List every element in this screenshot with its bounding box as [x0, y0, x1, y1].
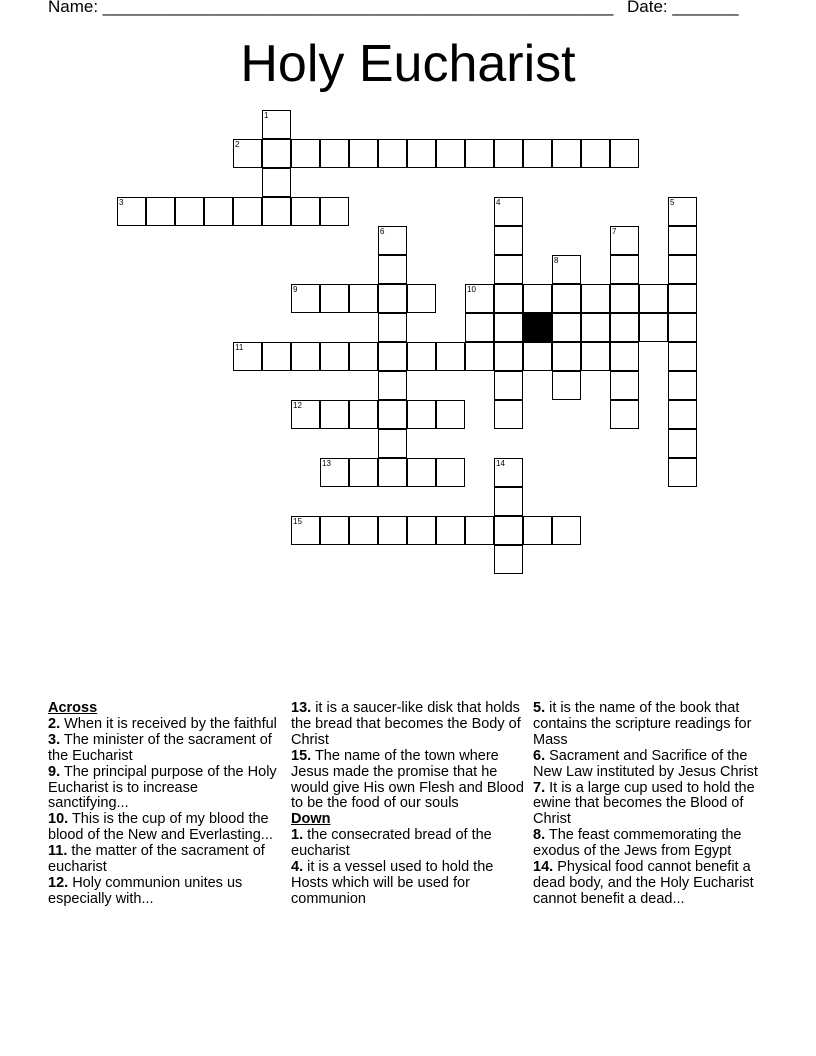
crossword-cell[interactable]: [407, 284, 436, 313]
crossword-cell[interactable]: [552, 342, 581, 371]
cell-number: 2: [235, 140, 240, 149]
crossword-cell[interactable]: [262, 342, 291, 371]
crossword-cell[interactable]: [465, 342, 494, 371]
across-clue-9: 9. The principal purpose of the Holy Eucharist is to increase sanctifying...: [48, 763, 277, 812]
down-heading: Down: [291, 811, 331, 828]
crossword-cell[interactable]: [407, 400, 436, 429]
crossword-cell[interactable]: [378, 371, 407, 400]
page-title: Holy Eucharist: [240, 35, 576, 93]
crossword-cell[interactable]: [204, 197, 233, 226]
crossword-cell[interactable]: [175, 197, 204, 226]
clue-column-3: [533, 701, 768, 908]
crossword-cell[interactable]: [523, 284, 552, 313]
crossword-cell[interactable]: [552, 313, 581, 342]
crossword-cell[interactable]: [320, 516, 349, 545]
crossword-cell[interactable]: [668, 313, 697, 342]
clue-column-2: [291, 701, 527, 908]
crossword-cell[interactable]: [436, 139, 465, 168]
across-clue-10: 10. This is the cup of my blood the blood of the New and Everlasting...: [48, 811, 273, 844]
crossword-cell[interactable]: [233, 197, 262, 226]
crossword-cell[interactable]: [668, 458, 697, 487]
crossword-cell[interactable]: [146, 197, 175, 226]
crossword-cell[interactable]: [639, 313, 668, 342]
cell-number: 4: [496, 198, 501, 207]
crossword-cell[interactable]: [233, 139, 262, 168]
crossword-cell[interactable]: [291, 400, 320, 429]
cell-number: 5: [670, 198, 675, 207]
cell-number: 1: [264, 111, 269, 120]
crossword-cell[interactable]: [436, 342, 465, 371]
across-clue-11: 11. the matter of the sacrament of eucharist: [48, 843, 265, 876]
crossword-cell[interactable]: [494, 342, 523, 371]
crossword-cell[interactable]: [320, 197, 349, 226]
crossword-cell[interactable]: [552, 371, 581, 400]
crossword-cell[interactable]: [320, 342, 349, 371]
down-clue-6: 6. Sacrament and Sacrifice of the New Law instituted by Jesus Christ: [533, 747, 758, 780]
crossword-cell[interactable]: [668, 400, 697, 429]
crossword-cell[interactable]: [610, 139, 639, 168]
crossword-cell[interactable]: [378, 255, 407, 284]
date-field-label: Date: _______: [627, 0, 739, 16]
crossword-cell[interactable]: [378, 139, 407, 168]
crossword-cell[interactable]: [233, 342, 262, 371]
crossword-cell[interactable]: [320, 284, 349, 313]
across-clue-15: 15. The name of the town where Jesus made the promise that he would give His own Flesh and Blood to be the food of our souls: [291, 747, 524, 812]
crossword-cell[interactable]: [349, 458, 378, 487]
crossword-cell[interactable]: [117, 197, 146, 226]
down-clue-1: 1. the consecrated bread of the eucharist: [291, 827, 492, 860]
crossword-cell[interactable]: [494, 458, 523, 487]
crossword-cell[interactable]: [668, 429, 697, 458]
crossword-cell[interactable]: [262, 110, 291, 139]
crossword-cell[interactable]: [349, 400, 378, 429]
crossword-cell[interactable]: [465, 139, 494, 168]
clue-column-1: [48, 701, 280, 908]
crossword-cell[interactable]: [494, 226, 523, 255]
cell-number: 14: [496, 459, 505, 468]
crossword-cell[interactable]: [320, 139, 349, 168]
crossword-cell[interactable]: [378, 342, 407, 371]
down-clue-7: 7. It is a large cup used to hold the ewine that becomes the Blood of Christ: [533, 779, 755, 828]
crossword-cell[interactable]: [610, 371, 639, 400]
crossword-cell[interactable]: [610, 400, 639, 429]
crossword-cell[interactable]: [262, 197, 291, 226]
cell-number: 9: [293, 285, 298, 294]
crossword-cell[interactable]: [378, 458, 407, 487]
cell-number: 12: [293, 401, 302, 410]
crossword-cell[interactable]: [552, 139, 581, 168]
crossword-cell[interactable]: [610, 255, 639, 284]
crossword-cell[interactable]: [494, 371, 523, 400]
crossword-cell[interactable]: [465, 284, 494, 313]
cell-number: 10: [467, 285, 476, 294]
crossword-cell[interactable]: [494, 284, 523, 313]
down-clue-5: 5. it is the name of the book that contains the scripture readings for Mass: [533, 700, 752, 748]
crossword-cell[interactable]: [320, 458, 349, 487]
cell-number: 7: [612, 227, 617, 236]
crossword-block-cell: [523, 313, 552, 342]
crossword-cell[interactable]: [581, 139, 610, 168]
cell-number: 13: [322, 459, 331, 468]
crossword-cell[interactable]: [668, 255, 697, 284]
cell-number: 15: [293, 517, 302, 526]
crossword-cell[interactable]: [378, 284, 407, 313]
crossword-cell[interactable]: [291, 139, 320, 168]
crossword-cell[interactable]: [291, 516, 320, 545]
crossword-cell[interactable]: [494, 313, 523, 342]
crossword-cell[interactable]: [436, 400, 465, 429]
crossword-cell[interactable]: [349, 139, 378, 168]
crossword-cell[interactable]: [610, 284, 639, 313]
crossword-cell[interactable]: [291, 284, 320, 313]
crossword-cell[interactable]: [552, 284, 581, 313]
cell-number: 3: [119, 198, 124, 207]
crossword-cell[interactable]: [291, 342, 320, 371]
crossword-cell[interactable]: [349, 516, 378, 545]
cell-number: 11: [235, 343, 244, 352]
cell-number: 8: [554, 256, 559, 265]
crossword-cell[interactable]: [436, 458, 465, 487]
crossword-cell[interactable]: [378, 400, 407, 429]
name-field-label: Name: ______________________________________________________: [48, 0, 614, 16]
crossword-cell[interactable]: [668, 284, 697, 313]
across-clue-13: 13. it is a saucer-like disk that holds the bread that becomes the Body of Christ: [291, 700, 521, 748]
crossword-cell[interactable]: [407, 342, 436, 371]
crossword-cell[interactable]: [668, 371, 697, 400]
crossword-cell[interactable]: [639, 284, 668, 313]
crossword-cell[interactable]: [610, 226, 639, 255]
crossword-cell[interactable]: [494, 545, 523, 574]
crossword-cell[interactable]: [523, 139, 552, 168]
crossword-cell[interactable]: [262, 139, 291, 168]
across-clue-3: 3. The minister of the sacrament of the Eucharist: [48, 731, 272, 764]
crossword-cell[interactable]: [494, 487, 523, 516]
cell-number: 6: [380, 227, 385, 236]
crossword-cell[interactable]: [349, 284, 378, 313]
crossword-cell[interactable]: [610, 342, 639, 371]
crossword-cell[interactable]: [407, 139, 436, 168]
crossword-cell[interactable]: [581, 342, 610, 371]
crossword-cell[interactable]: [668, 342, 697, 371]
crossword-cell[interactable]: [378, 516, 407, 545]
crossword-cell[interactable]: [494, 255, 523, 284]
crossword-cell[interactable]: [407, 458, 436, 487]
crossword-cell[interactable]: [668, 197, 697, 226]
crossword-cell[interactable]: [552, 516, 581, 545]
crossword-cell[interactable]: [465, 313, 494, 342]
crossword-cell[interactable]: [668, 226, 697, 255]
crossword-cell[interactable]: [494, 139, 523, 168]
crossword-cell[interactable]: [552, 255, 581, 284]
crossword-cell[interactable]: [523, 516, 552, 545]
crossword-cell[interactable]: [610, 313, 639, 342]
across-clue-12: 12. Holy communion unites us especially with...: [48, 874, 243, 907]
down-clue-8: 8. The feast commemorating the exodus of the Jews from Egypt: [533, 827, 742, 860]
crossword-cell[interactable]: [378, 226, 407, 255]
crossword-cell[interactable]: [581, 313, 610, 342]
crossword-cell[interactable]: [378, 313, 407, 342]
crossword-cell[interactable]: [349, 342, 378, 371]
across-clue-2: 2. When it is received by the faithful: [48, 715, 277, 732]
crossword-cell[interactable]: [494, 197, 523, 226]
crossword-cell[interactable]: [291, 197, 320, 226]
crossword-cell[interactable]: [436, 516, 465, 545]
crossword-cell[interactable]: [465, 516, 494, 545]
crossword-cell[interactable]: [523, 342, 552, 371]
crossword-cell[interactable]: [407, 516, 436, 545]
down-clue-14: 14. Physical food cannot benefit a dead body, and the Holy Eucharist cannot benefit a dead...: [533, 859, 754, 907]
crossword-cell[interactable]: [494, 400, 523, 429]
down-clue-4: 4. it is a vessel used to hold the Hosts which will be used for communion: [291, 859, 494, 907]
crossword-cell[interactable]: [262, 168, 291, 197]
crossword-cell[interactable]: [378, 429, 407, 458]
crossword-cell[interactable]: [581, 284, 610, 313]
crossword-cell[interactable]: [320, 400, 349, 429]
crossword-cell[interactable]: [494, 516, 523, 545]
across-heading: Across: [48, 700, 98, 716]
